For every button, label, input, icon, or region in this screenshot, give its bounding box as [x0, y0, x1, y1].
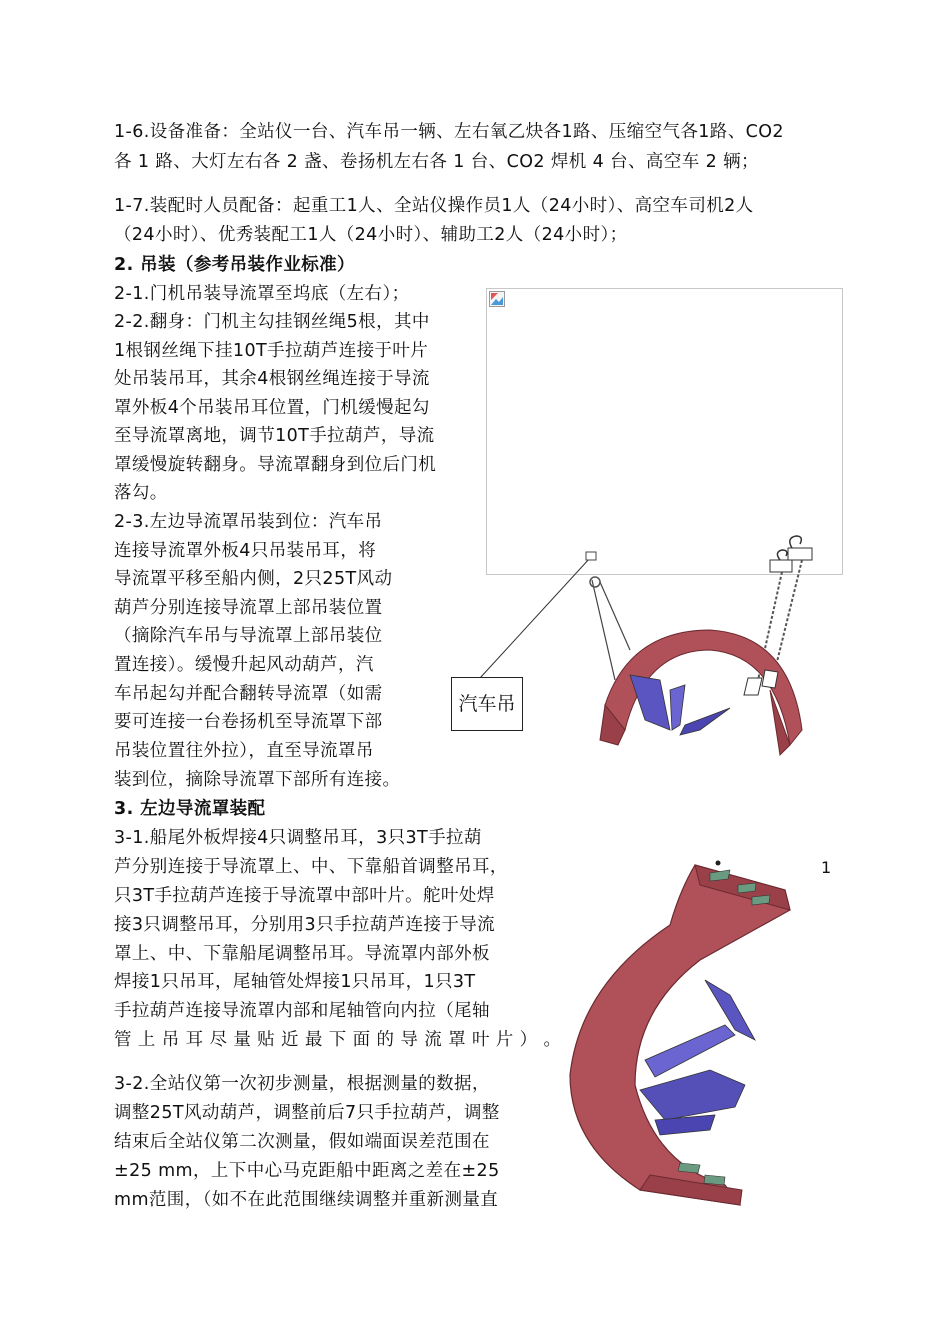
paragraph-line: 3-2.全站仪第一次初步测量，根据测量的数据， [114, 1074, 490, 1094]
paragraph-line: 吊装位置往外拉），直至导流罩吊 [114, 741, 374, 761]
paragraph-line: 罩上、中、下靠船尾调整吊耳。导流罩内部外板 [114, 944, 490, 964]
paragraph-line: 各 1 路、大灯左右各 2 盏、卷扬机左右各 1 台、CO2 焊机 4 台、高空车 2 辆； [114, 152, 759, 172]
page-number: 1 [821, 858, 832, 877]
paragraph-line: ±25 mm，上下中心马克距船中距离之差在±25 [114, 1161, 500, 1181]
paragraph-line: 落勾。 [114, 483, 168, 503]
paragraph-line: （摘除汽车吊与导流罩上部吊装位 [114, 626, 383, 646]
paragraph-line: 3-1.船尾外板焊接4只调整吊耳，3只3T手拉葫 [114, 828, 482, 848]
paragraph-line: mm范围，（如不在此范围继续调整并重新测量直 [114, 1190, 499, 1210]
paragraph-line: 1根钢丝绳下挂10T手拉葫芦连接于叶片 [114, 341, 429, 361]
paragraph-line: 手拉葫芦连接导流罩内部和尾轴管向内拉（尾轴 [114, 1001, 490, 1021]
paragraph-line: 罩外板4个吊装吊耳位置，门机缓慢起勾 [114, 398, 430, 418]
paragraph-line: 焊接1只吊耳，尾轴管处焊接1只吊耳，1只3T [114, 972, 476, 992]
paragraph-line: 接3只调整吊耳，分别用3只手拉葫芦连接于导流 [114, 915, 496, 935]
paragraph-line: 至导流罩离地，调节10T手拉葫芦，导流 [114, 426, 435, 446]
paragraph-line: 2-1.门机吊装导流罩至坞底（左右）； [114, 284, 410, 304]
paragraph-line: 1-6.设备准备：全站仪一台、汽车吊一辆、左右氧乙炔各1路、压缩空气各1路、CO2 [114, 122, 784, 142]
paragraph-line: 2-3.左边导流罩吊装到位：汽车吊 [114, 512, 383, 532]
paragraph-line: 结束后全站仪第二次测量，假如端面误差范围在 [114, 1132, 490, 1152]
paragraph-line: 罩缓慢旋转翻身。导流罩翻身到位后门机 [114, 455, 437, 475]
paragraph-line: 1-7.装配时人员配备：起重工1人、全站仪操作员1人（24小时）、高空车司机2人 [114, 196, 754, 216]
section-heading: 2. 吊装（参考吊装作业标准） [114, 255, 355, 275]
paragraph-line: 连接导流罩外板4只吊装吊耳，将 [114, 541, 377, 561]
paragraph-line: 葫芦分别连接导流罩上部吊装位置 [114, 598, 383, 618]
shroud-lifting-diagram [440, 530, 860, 770]
paragraph-line: 导流罩平移至船内侧，2只25T风动 [114, 569, 393, 589]
paragraph-line: 置连接）。缓慢升起风动葫芦，汽 [114, 655, 374, 675]
shroud-assembly-figure [560, 845, 810, 1215]
paragraph-line: 调整25T风动葫芦，调整前后7只手拉葫芦，调整 [114, 1103, 500, 1123]
paragraph-line: 要可连接一台卷扬机至导流罩下部 [114, 712, 383, 732]
paragraph-line: 2-2.翻身：门机主勾挂钢丝绳5根，其中 [114, 312, 430, 332]
paragraph-line: 车吊起勾并配合翻转导流罩（如需 [114, 684, 383, 704]
paragraph-line: 装到位，摘除导流罩下部所有连接。 [114, 770, 401, 790]
truck-crane-callout: 汽车吊 [451, 677, 523, 731]
paragraph-line: 处吊装吊耳，其余4根钢丝绳连接于导流 [114, 369, 430, 389]
paragraph-line: （24小时）、优秀装配工1人（24小时）、辅助工2人（24小时）； [114, 225, 628, 245]
paragraph-line: 芦分别连接于导流罩上、中、下靠船首调整吊耳， [114, 857, 508, 877]
paragraph-line: 管 上 吊 耳 尽 量 贴 近 最 下 面 的 导 流 罩 叶 片 ） 。 [114, 1030, 562, 1050]
section-heading: 3. 左边导流罩装配 [114, 799, 266, 819]
broken-image-icon [489, 291, 505, 307]
paragraph-line: 只3T手拉葫芦连接于导流罩中部叶片。舵叶处焊 [114, 886, 495, 906]
